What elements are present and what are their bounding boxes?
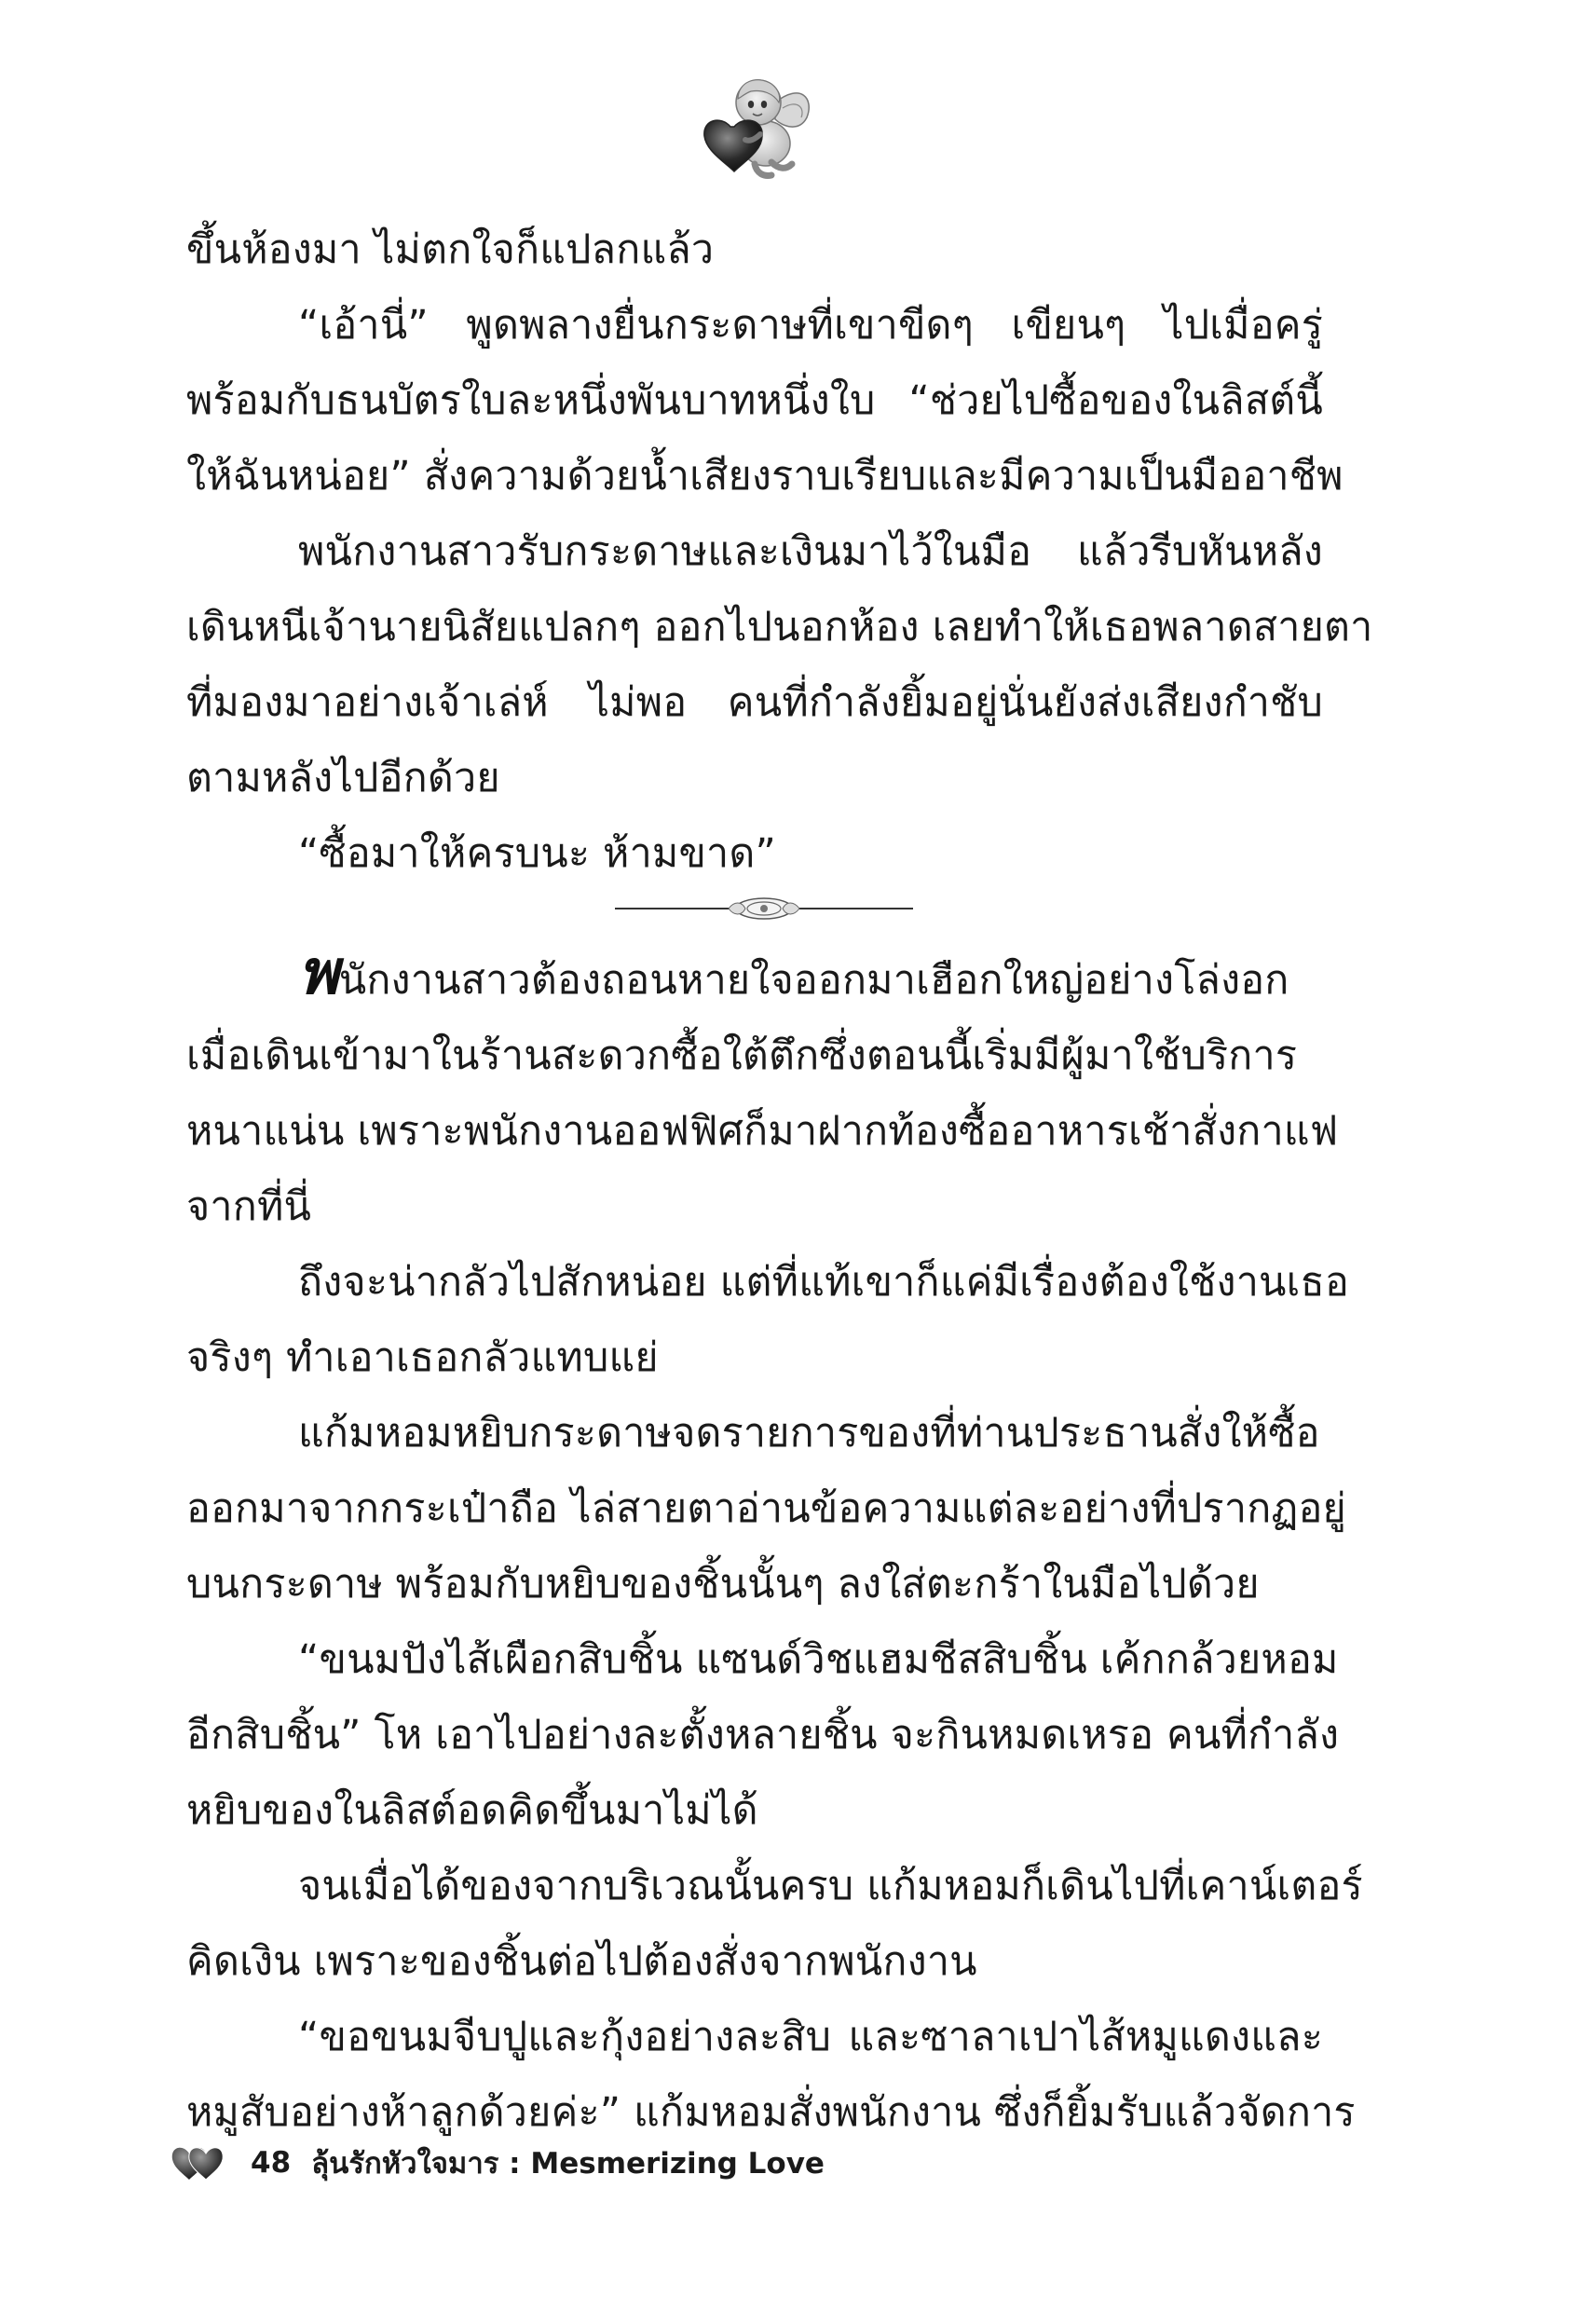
- text-line: ให้ฉันหน่อย” สั่งความด้วยน้ำเสียงราบเรียบและมีความเป็นมืออาชีพ: [186, 453, 1344, 499]
- text-line: ออกมาจากกระเป๋าถือ ไล่สายตาอ่านข้อความแต่ละอย่างที่ปรากฏอยู่: [186, 1485, 1346, 1532]
- text-line: พนักงานสาวรับกระดาษและเงินมาไว้ในมือ แล้วรีบหันหลัง: [298, 528, 1323, 575]
- text-line: ตามหลังไปอีกด้วย: [186, 755, 500, 801]
- text-line: หมูสับอย่างห้าลูกด้วยค่ะ” แก้มหอมสั่งพนักงาน ซึ่งก็ยิ้มรับแล้วจัดการ: [186, 2089, 1356, 2136]
- book-title: ลุ้นรักหัวใจมาร : Mesmerizing Love: [311, 2147, 825, 2181]
- page-number: 48: [251, 2146, 292, 2180]
- text-line: จนเมื่อได้ของจากบริเวณนั้นครบ แก้มหอมก็เดินไปที่เคาน์เตอร์: [298, 1863, 1363, 1909]
- text-line: ที่มองมาอย่างเจ้าเล่ห์ ไม่พอ คนที่กำลังยิ้มอยู่นั่นยังส่งเสียงกำชับ: [186, 679, 1323, 726]
- cupid-with-heart-icon: [689, 65, 820, 186]
- text-line: แก้มหอมหยิบกระดาษจดรายการของที่ท่านประธานสั่งให้ซื้อ: [298, 1410, 1320, 1456]
- text-line: ถึงจะน่ากลัวไปสักหน่อย แต่ที่แท้เขาก็แค่มีเรื่องต้องใช้งานเธอ: [298, 1259, 1350, 1306]
- text-line: ขึ้นห้องมา ไม่ตกใจก็แปลกแล้ว: [186, 226, 715, 273]
- text-line: หนาแน่น เพราะพนักงานออฟฟิศก็มาฝากท้องซื้ออาหารเช้าสั่งกาแฟ: [186, 1108, 1339, 1155]
- page-footer: [171, 2140, 825, 2186]
- drop-cap: พ: [298, 936, 339, 1008]
- section-1-text: [186, 212, 1373, 892]
- first-line-rest: นักงานสาวต้องถอนหายใจออกมาเฮือกใหญ่อย่างโล่งอก: [338, 957, 1289, 1004]
- text-line: อีกสิบชิ้น” โห เอาไปอย่างละตั้งหลายชิ้น จะกินหมดเหรอ คนที่กำลัง: [186, 1712, 1340, 1758]
- section-2-text: [186, 936, 1363, 2151]
- text-line: “ขนมปังไส้เผือกสิบชิ้น แซนด์วิชแฮมชีสสิบชิ้น เค้กกล้วยหอม: [298, 1636, 1339, 1683]
- hearts-icon: [171, 2142, 225, 2183]
- scene-break-ornament: [615, 890, 913, 927]
- text-line: คิดเงิน เพราะของชิ้นต่อไปต้องสั่งจากพนักงาน: [186, 1938, 977, 1985]
- text-line: เดินหนีเจ้านายนิสัยแปลกๆ ออกไปนอกห้อง เลยทำให้เธอพลาดสายตา: [186, 604, 1373, 650]
- text-line: พร้อมกับธนบัตรใบละหนึ่งพันบาทหนึ่งใบ “ช่วยไปซื้อของในลิสต์นี้: [186, 377, 1323, 424]
- text-line-with-dropcap: [186, 936, 1323, 1019]
- text-line: จริงๆ ทำเอาเธอกลัวแทบแย่: [186, 1334, 659, 1381]
- text-line: เมื่อเดินเข้ามาในร้านสะดวกซื้อใต้ตึกซึ่งตอนนี้เริ่มมีผู้มาใช้บริการ: [186, 1032, 1298, 1079]
- text-line: บนกระดาษ พร้อมกับหยิบของชิ้นนั้นๆ ลงใส่ตะกร้าในมือไปด้วย: [186, 1561, 1260, 1607]
- text-line: “ขอขนมจีบปูและกุ้งอย่างละสิบ และซาลาเปาไส้หมูแดงและ: [298, 2014, 1323, 2060]
- text-line: จากที่นี่: [186, 1183, 312, 1230]
- text-line: “ซื้อมาให้ครบนะ ห้ามขาด”: [298, 830, 777, 877]
- text-line: หยิบของในลิสต์อดคิดขึ้นมาไม่ได้: [186, 1787, 758, 1834]
- text-line: “เอ้านี่” พูดพลางยื่นกระดาษที่เขาขีดๆ เขียนๆ ไปเมื่อครู่: [298, 302, 1323, 349]
